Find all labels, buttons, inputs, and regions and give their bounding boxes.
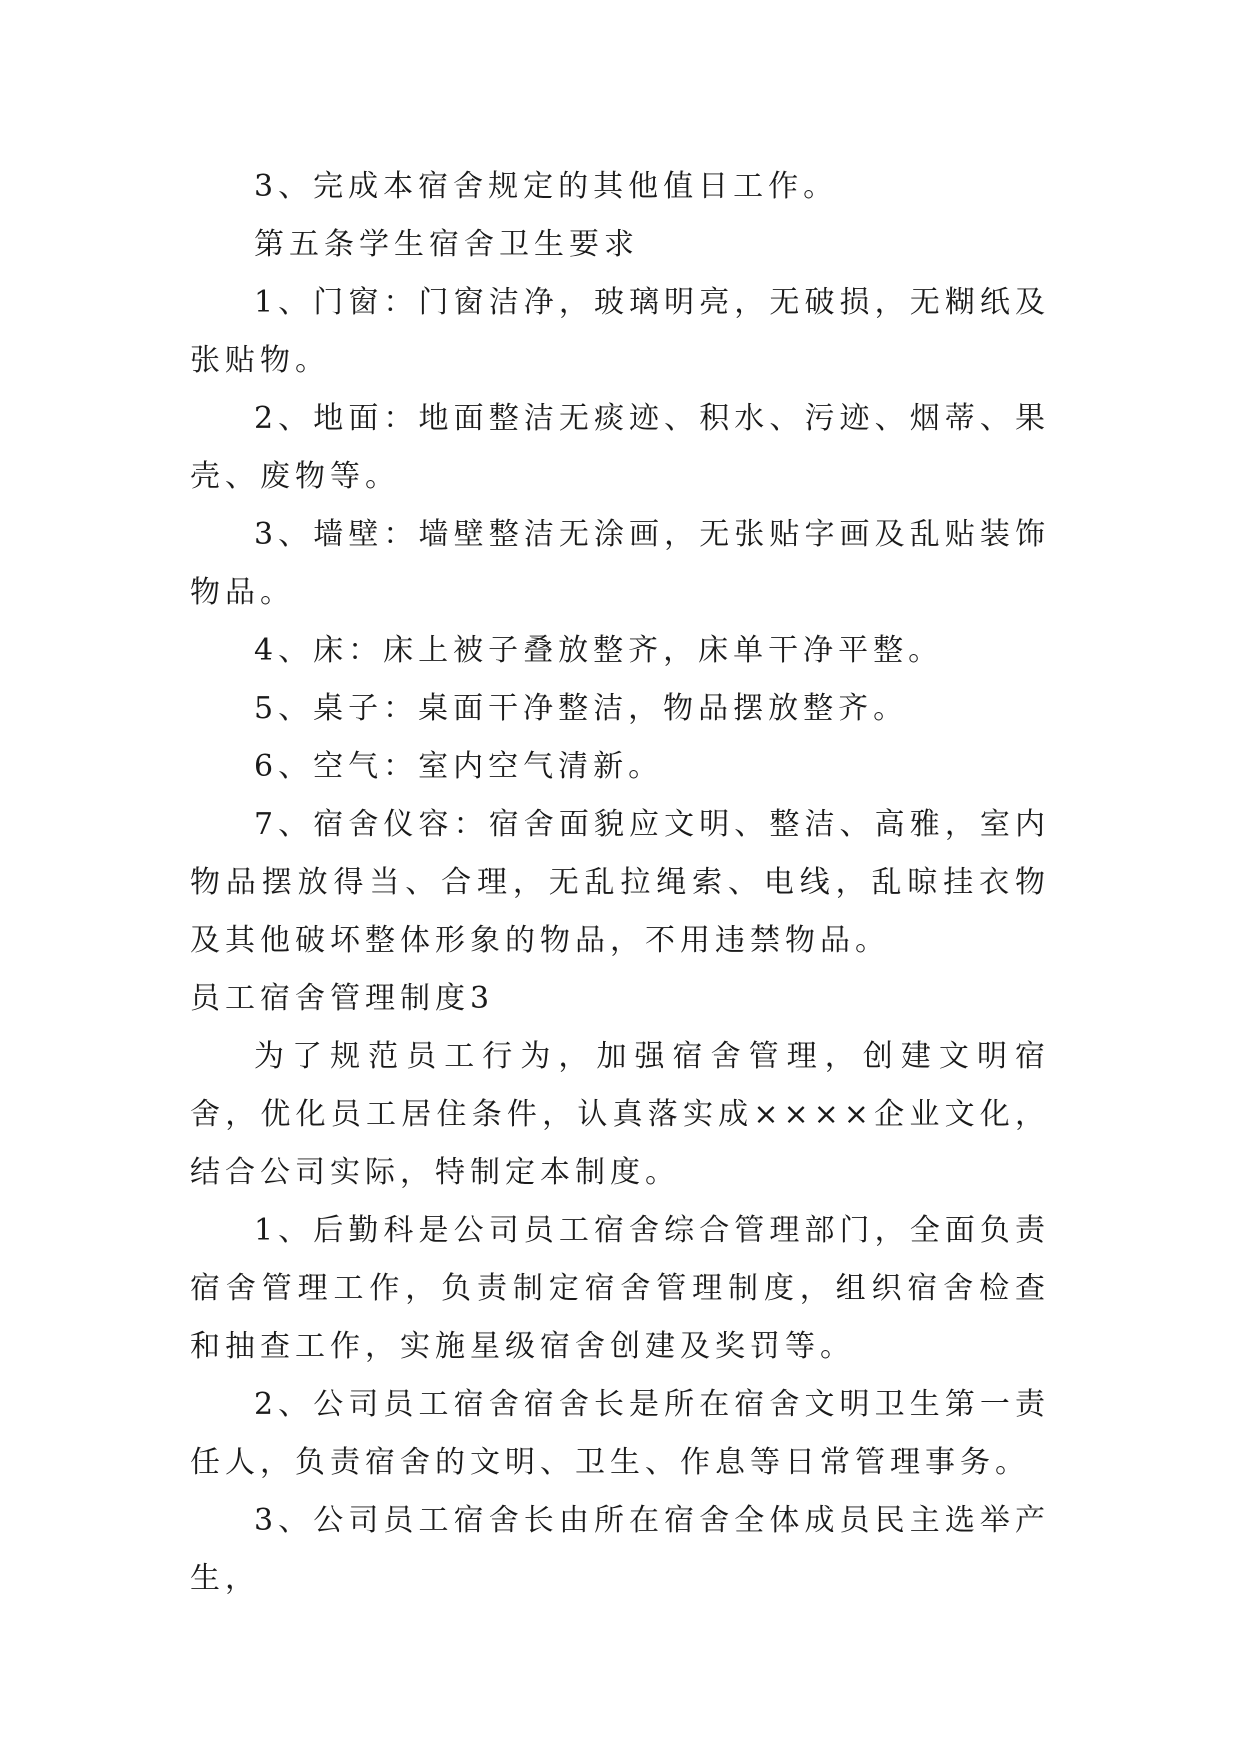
paragraph-doors-windows: 1、门窗：门窗洁净，玻璃明亮，无破损，无糊纸及张贴物。 — [190, 285, 1050, 378]
section-heading-article-5: 第五条学生宿舍卫生要求 — [254, 227, 639, 262]
section-title-staff-dorm-3: 员工宿舍管理制度3 — [190, 981, 495, 1016]
paragraph-rule-3: 3、公司员工宿舍长由所在宿舍全体成员民主选举产生， — [190, 1503, 1050, 1596]
paragraph-duty-3: 3、完成本宿舍规定的其他值日工作。 — [254, 169, 839, 204]
paragraph-walls: 3、墙壁：墙壁整洁无涂画，无张贴字画及乱贴装饰物品。 — [190, 517, 1050, 610]
document-body — [190, 158, 1050, 1608]
paragraph-air: 6、空气：室内空气清新。 — [254, 749, 664, 784]
paragraph-desk: 5、桌子：桌面干净整洁，物品摆放整齐。 — [254, 691, 909, 726]
paragraph-rule-2: 2、公司员工宿舍宿舍长是所在宿舍文明卫生第一责任人，负责宿舍的文明、卫生、作息等日常管理事务。 — [190, 1387, 1050, 1480]
paragraph-intro: 为了规范员工行为，加强宿舍管理，创建文明宿舍，优化员工居住条件，认真落实成××××企业文化，结合公司实际，特制定本制度。 — [190, 1039, 1050, 1190]
paragraph-appearance: 7、宿舍仪容：宿舍面貌应文明、整洁、高雅，室内物品摆放得当、合理，无乱拉绳索、电线，乱晾挂衣物及其他破坏整体形象的物品，不用违禁物品。 — [190, 807, 1050, 958]
paragraph-floor: 2、地面：地面整洁无痰迹、积水、污迹、烟蒂、果壳、废物等。 — [190, 401, 1050, 494]
paragraph-rule-1: 1、后勤科是公司员工宿舍综合管理部门，全面负责宿舍管理工作，负责制定宿舍管理制度，组织宿舍检查和抽查工作，实施星级宿舍创建及奖罚等。 — [190, 1213, 1050, 1364]
paragraph-bed: 4、床：床上被子叠放整齐，床单干净平整。 — [254, 633, 944, 668]
